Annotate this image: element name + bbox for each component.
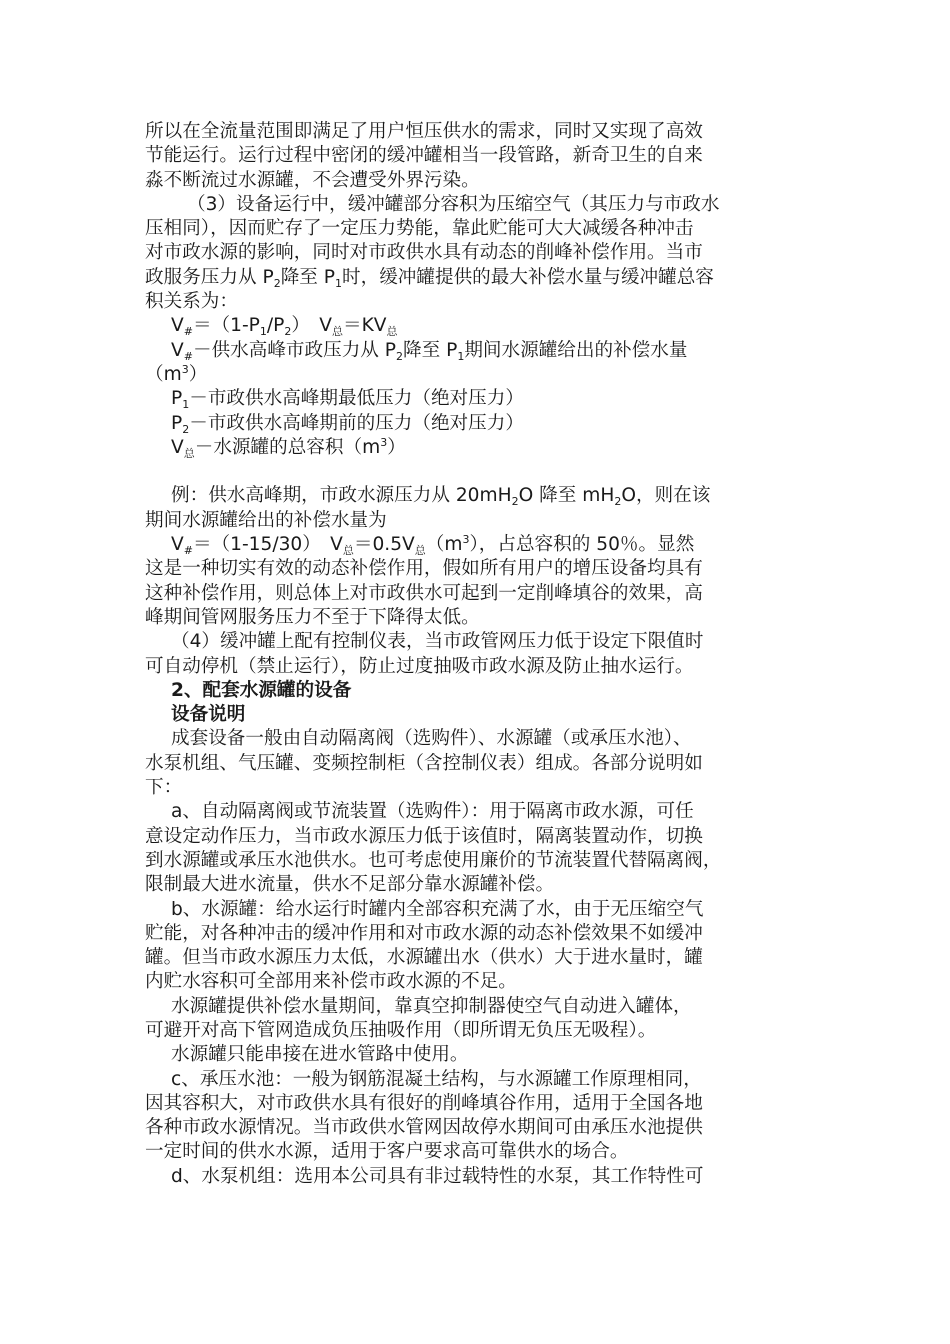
text-line: 期间水源罐给出的补偿水量为 xyxy=(145,509,387,531)
text-line: c、承压水池：一般为钢筋混凝土结构，与水源罐工作原理相同， xyxy=(171,1068,702,1090)
subsection-heading: 设备说明 xyxy=(171,704,246,726)
text-line: 可自动停机（禁止运行），防止过度抽吸市政水源及防止抽水运行。 xyxy=(145,655,694,677)
document-body xyxy=(145,120,810,1189)
text-line: $V_{\#}-$供水高峰市政压力从 $P_2$降至 $P_1$期间水源罐给出的补偿水量 xyxy=(171,339,688,363)
text-line: 积关系为： xyxy=(145,291,238,313)
text-line: 这种补偿作用，则总体上对市政供水可起到一定削峰填谷的效果，高 xyxy=(145,582,703,604)
text-line: 压相同），因而贮存了一定压力势能，靠此贮能可大大减缓各种冲击 xyxy=(145,218,694,240)
blank-line xyxy=(145,460,810,484)
text-line: 到水源罐或承压水池供水。也可考虑使用廉价的节流装置代替隔离阀， xyxy=(145,849,722,871)
text-line: $V_总-$水源罐的总容积$(m^3)$ xyxy=(171,435,406,460)
text-line: 可避开对高下管网造成负压抽吸作用（即所谓无负压无吸程）。 xyxy=(145,1019,657,1041)
text-line: 罐。但当市政水源压力太低，水源罐出水（供水）大于进水量时，罐 xyxy=(145,947,703,969)
text-line: 贮能，对各种冲击的缓冲作用和对市政水源的动态补偿效果不如缓冲 xyxy=(145,922,703,944)
text-line: 所以在全流量范围即满足了用户恒压供水的需求，同时又实现了高效 xyxy=(145,121,703,142)
text-line: 例：供水高峰期，市政水源压力从 $20mH_2O$ 降至 $mH_2O$，则在该 xyxy=(171,485,711,509)
text-line: 这是一种切实有效的动态补偿作用，假如所有用户的增压设备均具有 xyxy=(145,558,703,580)
text-line: 对市政水源的影响，同时对市政供水具有动态的削峰补偿作用。当市 xyxy=(145,242,703,264)
text-line: $(m^3)$ xyxy=(145,362,208,385)
text-line: 淼不断流过水源罐，不会遭受外界污染。 xyxy=(145,169,480,191)
text-line: 政服务压力从 $P_2$降至 $P_1$时，缓冲罐提供的最大补偿水量与缓冲罐总容 xyxy=(145,266,714,290)
text-line: 水泵机组、气压罐、变频控制柜（含控制仪表）组成。各部分说明如 xyxy=(145,752,703,774)
text-line: a、自动隔离阀或节流装置（选购件）：用于隔离市政水源，可任 xyxy=(171,801,694,823)
text-line: 下： xyxy=(145,777,183,799)
text-line: （4）缓冲罐上配有控制仪表，当市政管网压力低于设定下限值时 xyxy=(171,631,704,653)
section-heading: 2、配套水源罐的设备 xyxy=(171,679,352,701)
text-line: 限制最大进水流量，供水不足部分靠水源罐补偿。 xyxy=(145,874,555,896)
text-line: 水源罐提供补偿水量期间，靠真空抑制器使空气自动进入罐体， xyxy=(171,995,692,1017)
text-line: 水源罐只能串接在进水管路中使用。 xyxy=(171,1044,469,1066)
text-line: $P_1-$市政供水高峰期最低压力（绝对压力） xyxy=(171,388,524,412)
text-line: 各种市政水源情况。当市政供水管网因故停水期间可由承压水池提供 xyxy=(145,1117,703,1139)
text-line: 成套设备一般由自动隔离阀（选购件）、水源罐（或承压水池）、 xyxy=(171,728,692,750)
text-line: $P_2-$市政供水高峰期前的压力（绝对压力） xyxy=(171,412,524,436)
text-line: （3）设备运行中，缓冲罐部分容积为压缩空气（其压力与市政水 xyxy=(187,193,720,215)
text-line: 意设定动作压力，当市政水源压力低于该值时，隔离装置动作，切换 xyxy=(145,825,703,847)
formula-line: $V_{\#}=(1-15/30)$ $V_总=0.5V_总(m^3)$，占总容积的 50％。显然 xyxy=(171,533,695,558)
formula-line: $V_{\#}=(1-P_1/P_2)$ $V_总=KV_总$ xyxy=(171,315,398,339)
text-line: d、水泵机组：选用本公司具有非过载特性的水泵，其工作特性可 xyxy=(171,1165,704,1187)
text-line: 一定时间的供水水源，适用于客户要求高可靠供水的场合。 xyxy=(145,1141,629,1163)
text-line: 因其容积大，对市政供水具有很好的削峰填谷作用，适用于全国各地 xyxy=(145,1092,703,1114)
text-line: 峰期间管网服务压力不至于下降得太低。 xyxy=(145,606,480,628)
text-line: 节能运行。运行过程中密闭的缓冲罐相当一段管路，新奇卫生的自来 xyxy=(145,145,703,167)
text-line: 内贮水容积可全部用来补偿市政水源的不足。 xyxy=(145,971,517,993)
text-line: b、水源罐：给水运行时罐内全部容积充满了水，由于无压缩空气 xyxy=(171,898,704,920)
